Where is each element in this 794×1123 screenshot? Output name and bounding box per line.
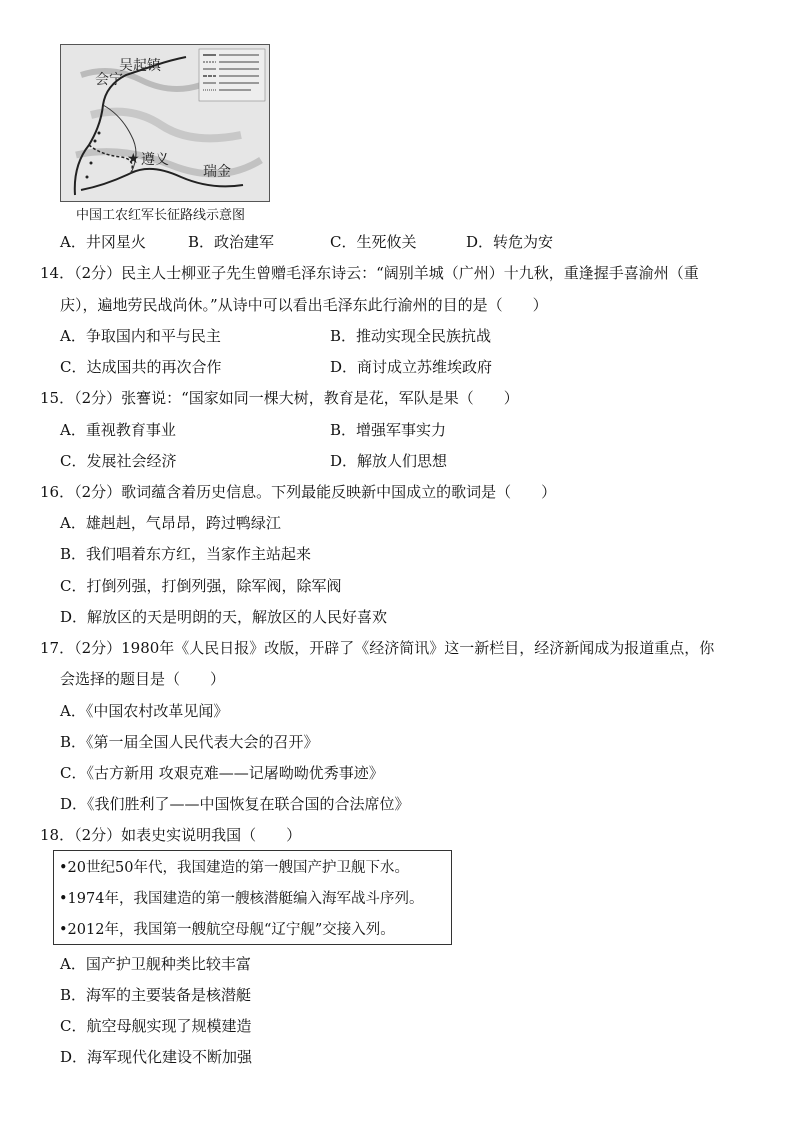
q13-option-d[interactable]: D．转危为安 <box>466 233 554 251</box>
q18-fact-2: •1974年，我国建造的第一艘核潜艇编入海军战斗序列。 <box>59 891 424 907</box>
q17-option-b[interactable]: B．《第一届全国人民代表大会的召开》 <box>60 733 319 751</box>
q15-option-b[interactable]: B．增强军事实力 <box>330 421 447 439</box>
q15-stem: 15．（2分）张謇说：“国家如同一棵大树，教育是花，军队是果（ ） <box>40 389 519 407</box>
long-march-map <box>60 44 270 202</box>
q17-stem-line2: 会选择的题目是（ ） <box>60 670 226 688</box>
q13-option-b[interactable]: B．政治建军 <box>188 233 275 251</box>
q17-option-a[interactable]: A．《中国农村改革见闻》 <box>60 702 229 720</box>
map-graphic <box>61 45 269 201</box>
map-label-huining: 会宁 <box>95 72 123 88</box>
map-label-ruijin: 瑞金 <box>203 164 231 180</box>
q13-option-a[interactable]: A．井冈星火 <box>60 233 146 251</box>
q18-facts-box <box>53 850 452 945</box>
q14-stem-line1: 14．（2分）民主人士柳亚子先生曾赠毛泽东诗云：“阔别羊城（广州）十九秋，重逢握手喜渝州（重 <box>40 264 699 282</box>
zunyi-star-icon: ★ <box>127 151 140 167</box>
q18-stem: 18．（2分）如表史实说明我国（ ） <box>40 826 302 844</box>
q18-fact-1: •20世纪50年代，我国建造的第一艘国产护卫舰下水。 <box>59 860 409 876</box>
q16-option-d[interactable]: D．解放区的天是明朗的天，解放区的人民好喜欢 <box>60 608 388 626</box>
q18-option-b[interactable]: B．海军的主要装备是核潜艇 <box>60 986 252 1004</box>
q14-option-b[interactable]: B．推动实现全民族抗战 <box>330 327 492 345</box>
q16-option-a[interactable]: A．雄赳赳，气昂昂，跨过鸭绿江 <box>60 514 281 532</box>
q15-option-d[interactable]: D．解放人们思想 <box>330 452 448 470</box>
q14-stem-line2: 庆），遍地劳民战尚休。”从诗中可以看出毛泽东此行渝州的目的是（ ） <box>60 296 548 314</box>
q16-stem: 16．（2分）歌词蕴含着历史信息。下列最能反映新中国成立的歌词是（ ） <box>40 483 557 501</box>
q17-stem-line1: 17．（2分）1980年《人民日报》改版，开辟了《经济简讯》这一新栏目，经济新闻成为报道重点，你 <box>40 639 715 657</box>
map-label-wuqi: 吴起镇 <box>119 58 161 74</box>
q15-option-c[interactable]: C．发展社会经济 <box>60 452 177 470</box>
map-caption: 中国工农红军长征路线示意图 <box>76 208 246 223</box>
q18-option-a[interactable]: A．国产护卫舰种类比较丰富 <box>60 955 251 973</box>
q18-option-c[interactable]: C．航空母舰实现了规模建造 <box>60 1017 252 1035</box>
q15-option-a[interactable]: A．重视教育事业 <box>60 421 176 439</box>
q14-option-c[interactable]: C．达成国共的再次合作 <box>60 358 222 376</box>
q17-option-c[interactable]: C．《古方新用 攻艰克难——记屠呦呦优秀事迹》 <box>60 764 384 782</box>
q14-option-a[interactable]: A．争取国内和平与民主 <box>60 327 221 345</box>
map-label-zunyi: 遵义 <box>141 152 169 168</box>
q16-option-c[interactable]: C．打倒列强，打倒列强，除军阀，除军阀 <box>60 577 342 595</box>
q18-fact-3: •2012年，我国第一艘航空母舰“辽宁舰”交接入列。 <box>59 922 395 938</box>
q16-option-b[interactable]: B．我们唱着东方红，当家作主站起来 <box>60 545 312 563</box>
q14-option-d[interactable]: D．商讨成立苏维埃政府 <box>330 358 493 376</box>
q17-option-d[interactable]: D．《我们胜利了——中国恢复在联合国的合法席位》 <box>60 795 410 813</box>
q18-option-d[interactable]: D．海军现代化建设不断加强 <box>60 1048 253 1066</box>
q13-option-c[interactable]: C．生死攸关 <box>330 233 417 251</box>
